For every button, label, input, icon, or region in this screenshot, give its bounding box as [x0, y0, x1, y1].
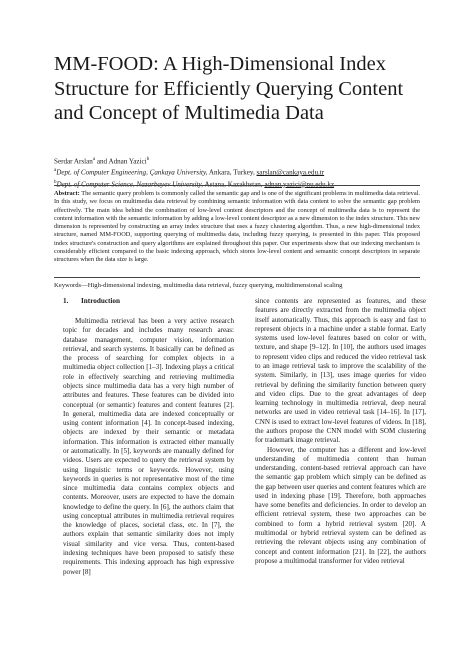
- divider: [54, 185, 420, 186]
- right-column: [255, 297, 426, 566]
- affiliation-place: Astana, Kazakhstan,: [203, 180, 265, 189]
- author-line: [54, 155, 149, 166]
- section-title: Introduction: [81, 297, 121, 305]
- abstract-text: The semantic query problem is commonly called the semantic gap and is one of the significant problems in multimedia data retrieval. In this study, we focus on multimedia data retrieval by combining semantic information with data content to solve the semantic gap problem effectively. The main idea behind the combination of low-level content descriptors and the concept of multimedia data is to represent the content information with the semantic information by adding a low-level content descriptor as a new dimension to the index structure. This new dimension is represented by constructing an array index structure that uses a fuzzy clustering algorithm. Thus, a new high-dimensional index structure, named MM-FOOD, supporting querying of multimedia data, including fuzzy querying, is presented in this paper. This proposed index structure's construction and query algorithms are explained throughout this paper. Our experiments show that our indexing mechanism is considerably efficient compared to the basic indexing approach, which stores low-level content and semantic concept descriptors in separate structures when the data size is large.: [54, 190, 420, 263]
- email-link[interactable]: adnan.yazici@nu.edu.kz: [264, 180, 335, 189]
- affiliations: [54, 166, 434, 190]
- author-superscript: a: [92, 157, 96, 162]
- affiliation-superscript: a: [54, 168, 57, 173]
- affiliation-superscript: b: [54, 179, 57, 185]
- keywords: Keywords—High-dimensional indexing, multimedia data retrieval, fuzzy querying, multidimensional scaling: [54, 282, 343, 289]
- affiliation-place: Ankara, Turkey,: [207, 168, 257, 177]
- email-link[interactable]: sarslan@cankaya.edu.tr: [256, 168, 325, 177]
- section-number: 1.: [63, 297, 69, 305]
- affiliation-line: [54, 178, 434, 190]
- left-column: [63, 297, 234, 577]
- paragraph: Multimedia retrieval has been a very active research topic for decades and includes many research areas: database management, computer vision, information retrieval, and search systems. It basically can be defined as the process of searching for complex objects in a multimedia object collection [1–3]. Indexing plays a critical role in effectively searching and retrieving multimedia objects since multimedia data has a very high number of attributes and features. These features can be divided into conceptual (or semantic) features and content features [2]. In general, multimedia data are indexed conceptually or using content information [4]. In concept-based indexing, objects are indexed by their semantic or metadata information. This information is extracted either manually or automatically. In [5], keywords are manually defined for videos. Users are expected to query the retrieval system by using linguistic terms or keywords. However, using keywords in queries is not representative most of the time since multimedia data contains complex objects and contents. Moreover, users are expected to have the domain knowledge to define the query. In [6], the authors claim that using conceptual attributes in multimedia retrieval requires the knowledge of places, societal class, etc. In [7], the authors explain that semantic similarity does not imply visual similarity and vice versa. Thus, content-based indexing techniques have been proposed to satisfy these requirements. This indexing approach has high expressive power [8]: [63, 317, 234, 576]
- affiliation-dept: Dept. of Computer Science, Nazarbayev University,: [56, 180, 204, 189]
- affiliation-line: [54, 166, 434, 178]
- paper-title: MM-FOOD: A High-Dimensional Index Structure for Efficiently Querying Content and Concept of Multimedia Data: [54, 53, 404, 124]
- divider: [54, 277, 420, 278]
- paragraph: since contents are represented as features, and these features are directly extracted from the multimedia object itself automatically. Thus, this approach is easy and fast to represent objects in a machine under a stable format. Early systems used low-level features based on color or with, texture, and shape [9–12]. In [10], the authors used images to represent video clips and reduced the video retrieval task to an image retrieval task to improve the scalability of the system. Similarly, in [13], uses image queries for video retrieval by defining the similarity function between query and video clips. Due to the great advantages of deep learning technology in multimedia retrieval, deep neural networks are used in video retrieval task [14–16]. In [17], CNN is used to extract low-level features of videos. In [18], the authors propose the CNN model with SOM clustering for trademark image retrieval.: [255, 297, 426, 445]
- author-name: Serdar Arslan: [54, 157, 93, 166]
- author-name: Adnan Yazici: [108, 157, 147, 166]
- affiliation-dept: Dept. of Computer Engineering, Çankaya University,: [56, 168, 208, 177]
- author-conjunction: and: [95, 157, 109, 166]
- author-superscript: b: [146, 157, 150, 162]
- abstract: [54, 190, 420, 264]
- abstract-label: Abstract:: [54, 190, 80, 197]
- paragraph: However, the computer has a different and low-level understanding of multimedia content than human understanding, content-based retrieval approach can have the semantic gap problem which simply can be defined as the gap between user queries and content features which are used in indexing phase [19]. Therefore, both approaches have some benefits and deficiencies. In order to develop an efficient retrieval system, these two approaches can be combined to form a hybrid retrieval system [20]. A multimodal or hybrid retrieval system can be defined as retrieving the relevant objects using any combination of concept and content information [21]. In [22], the authors propose a multimodal transformer for video retrieval: [255, 445, 426, 565]
- section-heading: [63, 297, 234, 306]
